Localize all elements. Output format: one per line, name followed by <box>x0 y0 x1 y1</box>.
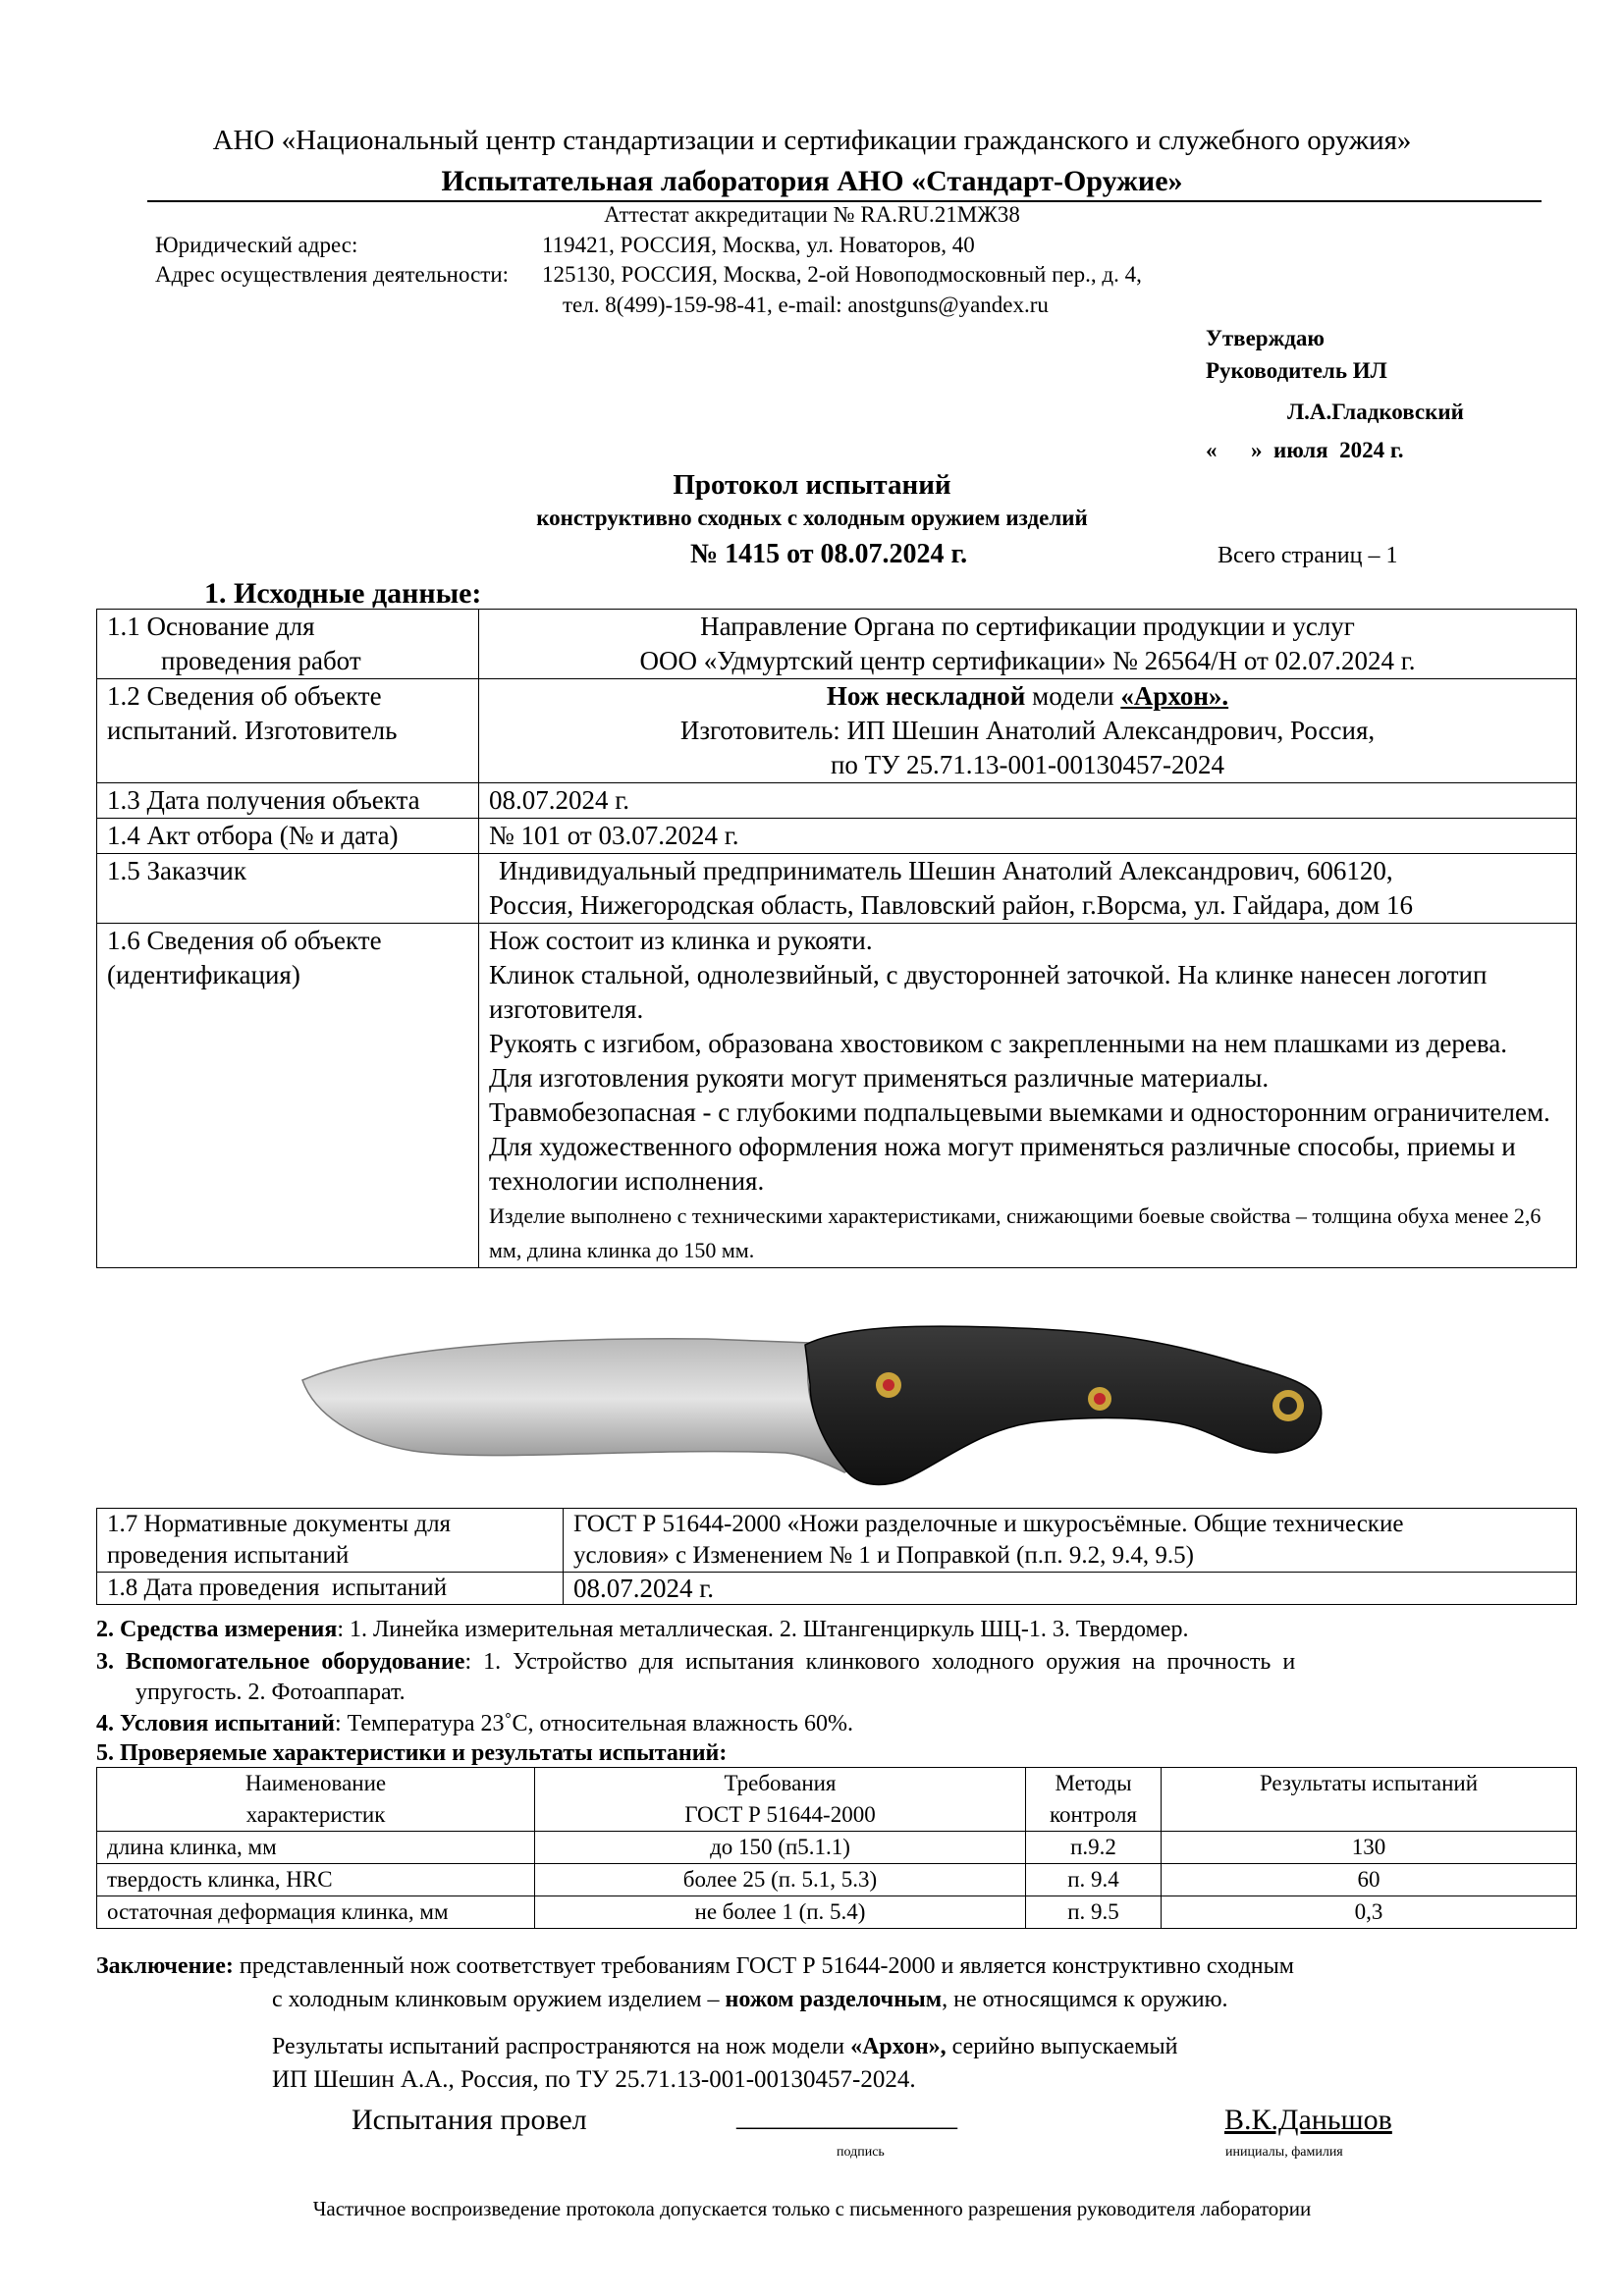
table-cell <box>97 610 479 679</box>
requirement: более 25 (п. 5.1, 5.3) <box>535 1864 1026 1896</box>
conclusion-text: представленный нож соответствует требованиям ГОСТ Р 51644-2000 и является конструктивно сходным <box>233 1953 1294 1979</box>
ident-paragraph: Клинок стальной, однолезвийный, с двусторонней заточкой. На клинке нанесен логотип изготовителя. <box>489 960 1488 1024</box>
section4 <box>96 1709 1530 1739</box>
conclusion-text: с холодным клинковым оружием изделием – <box>272 1987 726 2012</box>
conclusion-cont <box>272 1983 1228 2016</box>
protocol-title: Протокол испытаний <box>673 469 951 501</box>
row-label: 1.5 Заказчик <box>97 854 479 924</box>
table-row <box>97 854 1577 924</box>
org-name: АНО «Национальный центр стандартизации и сертификации гражданского и служебного оружия» <box>212 125 1412 156</box>
table-row <box>97 1896 1577 1929</box>
source-data-table <box>96 609 1577 1268</box>
pages-count: Всего страниц – 1 <box>1218 543 1398 568</box>
ident-paragraph: Травмобезопасная - с глубокими подпальцевыми выемками и односторонним ограничителем. <box>489 1097 1550 1127</box>
approval-name: Л.А.Гладковский <box>1287 400 1464 424</box>
result: 60 <box>1162 1864 1577 1896</box>
legal-address: 119421, РОССИЯ, Москва, ул. Новаторов, 40 <box>542 233 975 257</box>
signer-name-caption: инициалы, фамилия <box>1225 2145 1343 2160</box>
protocol-subtitle: конструктивно сходных с холодным оружием изделий <box>536 506 1088 530</box>
method: п.9.2 <box>1026 1832 1162 1864</box>
header-text: Методы <box>1055 1771 1132 1795</box>
activity-address-label: Адрес осуществления деятельности: <box>155 262 510 287</box>
table-cell <box>479 610 1577 679</box>
table-cell <box>97 679 479 783</box>
header-text: Требования <box>724 1771 837 1795</box>
section3-cont: упругость. 2. Фотоаппарат. <box>135 1680 406 1705</box>
characteristic-name: длина клинка, мм <box>97 1832 535 1864</box>
header-text: ГОСТ Р 51644-2000 <box>684 1802 876 1827</box>
ident-paragraph: Нож состоит из клинка и рукояти. <box>489 926 873 955</box>
table-row <box>97 1864 1577 1896</box>
row-label: 1.4 Акт отбора (№ и дата) <box>97 819 479 854</box>
characteristic-name: твердость клинка, HRC <box>97 1864 535 1896</box>
row-label: 1.8 Дата проведения испытаний <box>97 1573 564 1605</box>
conclusion-text: , не относящимся к оружию. <box>942 1987 1228 2012</box>
column-header <box>1026 1768 1162 1832</box>
row-value: Индивидуальный предприниматель Шешин Анатолий Александрович, 606120, <box>499 856 1393 885</box>
table-cell <box>564 1509 1577 1573</box>
protocol-number: № 1415 от 08.07.2024 г. <box>690 539 968 569</box>
scope <box>272 2030 1178 2063</box>
section2-title: 2. Средства измерения <box>96 1617 338 1642</box>
section1-title: 1. Исходные данные: <box>204 577 482 610</box>
normative-table <box>96 1508 1577 1605</box>
object-name <box>489 679 1566 714</box>
legal-address-label: Юридический адрес: <box>155 233 358 257</box>
table-row <box>97 783 1577 819</box>
result: 0,3 <box>1162 1896 1577 1929</box>
table-cell <box>479 679 1577 783</box>
table-cell <box>97 1509 564 1573</box>
knife-blade <box>302 1339 859 1472</box>
header-text: контроля <box>1050 1802 1137 1827</box>
approval-position: Руководитель ИЛ <box>1206 358 1387 383</box>
table-row <box>97 1832 1577 1864</box>
identification-text <box>479 924 1577 1268</box>
section3-title: 3. Вспомогательное оборудование <box>96 1649 465 1675</box>
row-label: испытаний. Изготовитель <box>107 716 398 745</box>
lab-name: Испытательная лаборатория АНО «Стандарт-Оружие» <box>441 165 1183 197</box>
row-value: ГОСТ Р 51644-2000 «Ножи разделочные и шкуросъёмные. Общие технические <box>573 1511 1404 1537</box>
contacts: тел. 8(499)-159-98-41, e-mail: anostguns@yandex.ru <box>563 293 1049 317</box>
result: 130 <box>1162 1832 1577 1864</box>
conclusion <box>96 1949 1294 1983</box>
row-value: № 101 от 03.07.2024 г. <box>479 819 1577 854</box>
table-cell <box>97 924 479 1268</box>
model-name: «Архон». <box>1120 681 1229 711</box>
knife-type: Нож нескладной <box>826 681 1026 711</box>
scope-bold: «Архон», <box>850 2034 947 2059</box>
results-table <box>96 1767 1577 1929</box>
table-row <box>97 1573 1577 1605</box>
ident-paragraph: Для изготовления рукояти могут применяться различные материалы. <box>489 1063 1270 1093</box>
approval-date: « » июля 2024 г. <box>1206 438 1404 462</box>
footer-note: Частичное воспроизведение протокола допускается только с письменного разрешения руководителя лаборатории <box>312 2197 1312 2220</box>
table-header-row <box>97 1768 1577 1832</box>
header-text: Наименование <box>244 1771 387 1795</box>
section3-text: : 1. Устройство для испытания клинкового холодного оружия на прочность и <box>464 1649 1296 1675</box>
column-header <box>97 1768 535 1832</box>
row-label: 1.3 Дата получения объекта <box>97 783 479 819</box>
ident-paragraph: Для художественного оформления ножа могут применяться различные способы, приемы и технологии исполнения. <box>489 1132 1516 1196</box>
table-row <box>97 924 1577 1268</box>
column-header: Результаты испытаний <box>1162 1768 1577 1832</box>
signature-line: _______________ <box>736 2100 957 2132</box>
table-row <box>97 610 1577 679</box>
scope-text: серийно выпускаемый <box>946 2034 1178 2059</box>
row-value: 08.07.2024 г. <box>479 783 1577 819</box>
row-value: Направление Органа по сертификации продукции и услуг <box>700 612 1355 641</box>
row-value: условия» с Изменением № 1 и Поправкой (п.п. 9.2, 9.4, 9.5) <box>573 1542 1194 1569</box>
row-label: 1.1 Основание для <box>107 612 315 641</box>
handle-pin-center <box>1094 1393 1106 1405</box>
handle-pin-center <box>883 1379 894 1391</box>
row-value: Россия, Нижегородская область, Павловский район, г.Ворсма, ул. Гайдара, дом 16 <box>489 890 1414 920</box>
model-word: модели <box>1025 681 1121 711</box>
ident-paragraph: Изделие выполнено с техническими характеристиками, снижающими боевые свойства – толщина обуха менее 2,6 мм, длина клинка до 150 мм. <box>489 1203 1542 1262</box>
row-label: 1.6 Сведения об объекте <box>107 926 382 955</box>
characteristic-name: остаточная деформация клинка, мм <box>97 1896 535 1929</box>
row-value: 08.07.2024 г. <box>564 1573 1577 1605</box>
row-label: 1.2 Сведения об объекте <box>107 681 382 711</box>
knife-handle <box>805 1326 1322 1484</box>
signature-label: Испытания провел <box>352 2104 587 2136</box>
table-row <box>97 679 1577 783</box>
section4-title: 4. Условия испытаний <box>96 1711 335 1736</box>
row-label: проведения испытаний <box>107 1542 350 1569</box>
accreditation: Аттестат аккредитации № RA.RU.21МЖ38 <box>604 202 1020 227</box>
scope-cont: ИП Шешин А.А., Россия, по ТУ 25.71.13-001-00130457-2024. <box>272 2066 916 2093</box>
requirement: не более 1 (п. 5.4) <box>535 1896 1026 1929</box>
activity-address: 125130, РОССИЯ, Москва, 2-ой Новоподмосковный пер., д. 4, <box>542 262 1142 287</box>
table-row <box>97 819 1577 854</box>
scope-text: Результаты испытаний распространяются на нож модели <box>272 2034 851 2059</box>
tech-spec: по ТУ 25.71.13-001-00130457-2024 <box>830 750 1225 779</box>
table-cell <box>479 854 1577 924</box>
section3 <box>96 1647 1530 1678</box>
lanyard-hole-center <box>1279 1397 1297 1415</box>
section2 <box>96 1615 1530 1645</box>
row-label: проведения работ <box>161 646 361 675</box>
section4-text: : Температура 23˚С, относительная влажность 60%. <box>334 1711 853 1736</box>
section2-text: : 1. Линейка измерительная металлическая. 2. Штангенциркуль ШЦ-1. 3. Твердомер. <box>337 1617 1189 1642</box>
signer-name: В.К.Даньшов <box>1224 2104 1392 2136</box>
column-header <box>535 1768 1026 1832</box>
header-text: характеристик <box>245 1802 386 1827</box>
row-label: 1.7 Нормативные документы для <box>107 1511 452 1537</box>
approval-title: Утверждаю <box>1206 326 1325 350</box>
ident-paragraph: Рукоять с изгибом, образована хвостовиком с закрепленными на нем плашками из дерева. <box>489 1029 1507 1058</box>
requirement: до 150 (п5.1.1) <box>535 1832 1026 1864</box>
conclusion-label: Заключение: <box>96 1953 234 1979</box>
row-value: ООО «Удмуртский центр сертификации» № 26564/Н от 02.07.2024 г. <box>639 646 1416 675</box>
signature-caption: подпись <box>837 2145 885 2160</box>
method: п. 9.5 <box>1026 1896 1162 1929</box>
knife-photo <box>295 1315 1375 1512</box>
section5-title: 5. Проверяемые характеристики и результаты испытаний: <box>96 1740 728 1766</box>
table-row <box>97 1509 1577 1573</box>
method: п. 9.4 <box>1026 1864 1162 1896</box>
row-label: (идентификация) <box>107 960 300 989</box>
manufacturer: Изготовитель: ИП Шешин Анатолий Александрович, Россия, <box>679 716 1376 745</box>
conclusion-bold: ножом разделочным <box>725 1987 943 2012</box>
